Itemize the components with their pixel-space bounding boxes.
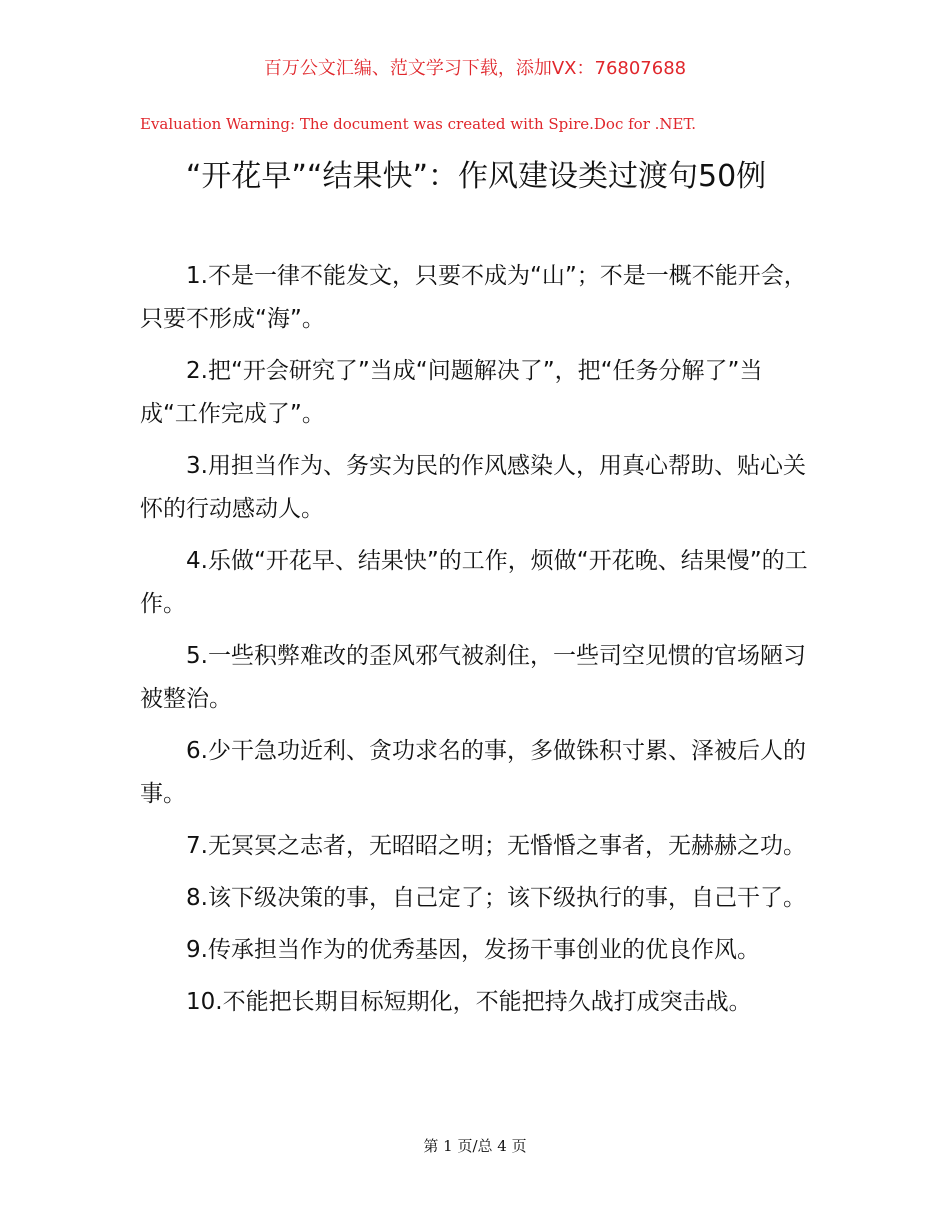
- list-item: 3.用担当作为、务实为民的作风感染人，用真心帮助、贴心关怀的行动感动人。: [140, 453, 806, 522]
- list-item: 6.少干急功近利、贪功求名的事，多做铢积寸累、泽被后人的事。: [140, 738, 806, 807]
- page-footer: 第 1 页/总 4 页: [423, 1137, 527, 1155]
- list-item: 1.不是一律不能发文，只要不成为“山”；不是一概不能开会，只要不形成“海”。: [140, 263, 807, 332]
- list-item: 10.不能把长期目标短期化，不能把持久战打成突击战。: [186, 989, 752, 1015]
- list-item: 9.传承担当作为的优秀基因，发扬干事创业的优良作风。: [186, 937, 760, 963]
- evaluation-warning: Evaluation Warning: The document was created with Spire.Doc for .NET.: [140, 115, 697, 133]
- sentence-list: [140, 255, 812, 1033]
- header-banner: 百万公文汇编、范文学习下载，添加VX：76807688: [263, 58, 687, 79]
- list-item: 5.一些积弊难改的歪风邪气被刹住，一些司空见惯的官场陋习被整治。: [140, 643, 806, 712]
- document-title: “开花早”“结果快”：作风建设类过渡句50例: [185, 159, 767, 194]
- list-item: 4.乐做“开花早、结果快”的工作，烦做“开花晚、结果慢”的工作。: [140, 548, 808, 617]
- list-item: 7.无冥冥之志者，无昭昭之明；无惛惛之事者，无赫赫之功。: [186, 833, 806, 859]
- list-item: 8.该下级决策的事，自己定了；该下级执行的事，自己干了。: [186, 885, 806, 911]
- list-item: 2.把“开会研究了”当成“问题解决了”，把“任务分解了”当成“工作完成了”。: [140, 358, 763, 427]
